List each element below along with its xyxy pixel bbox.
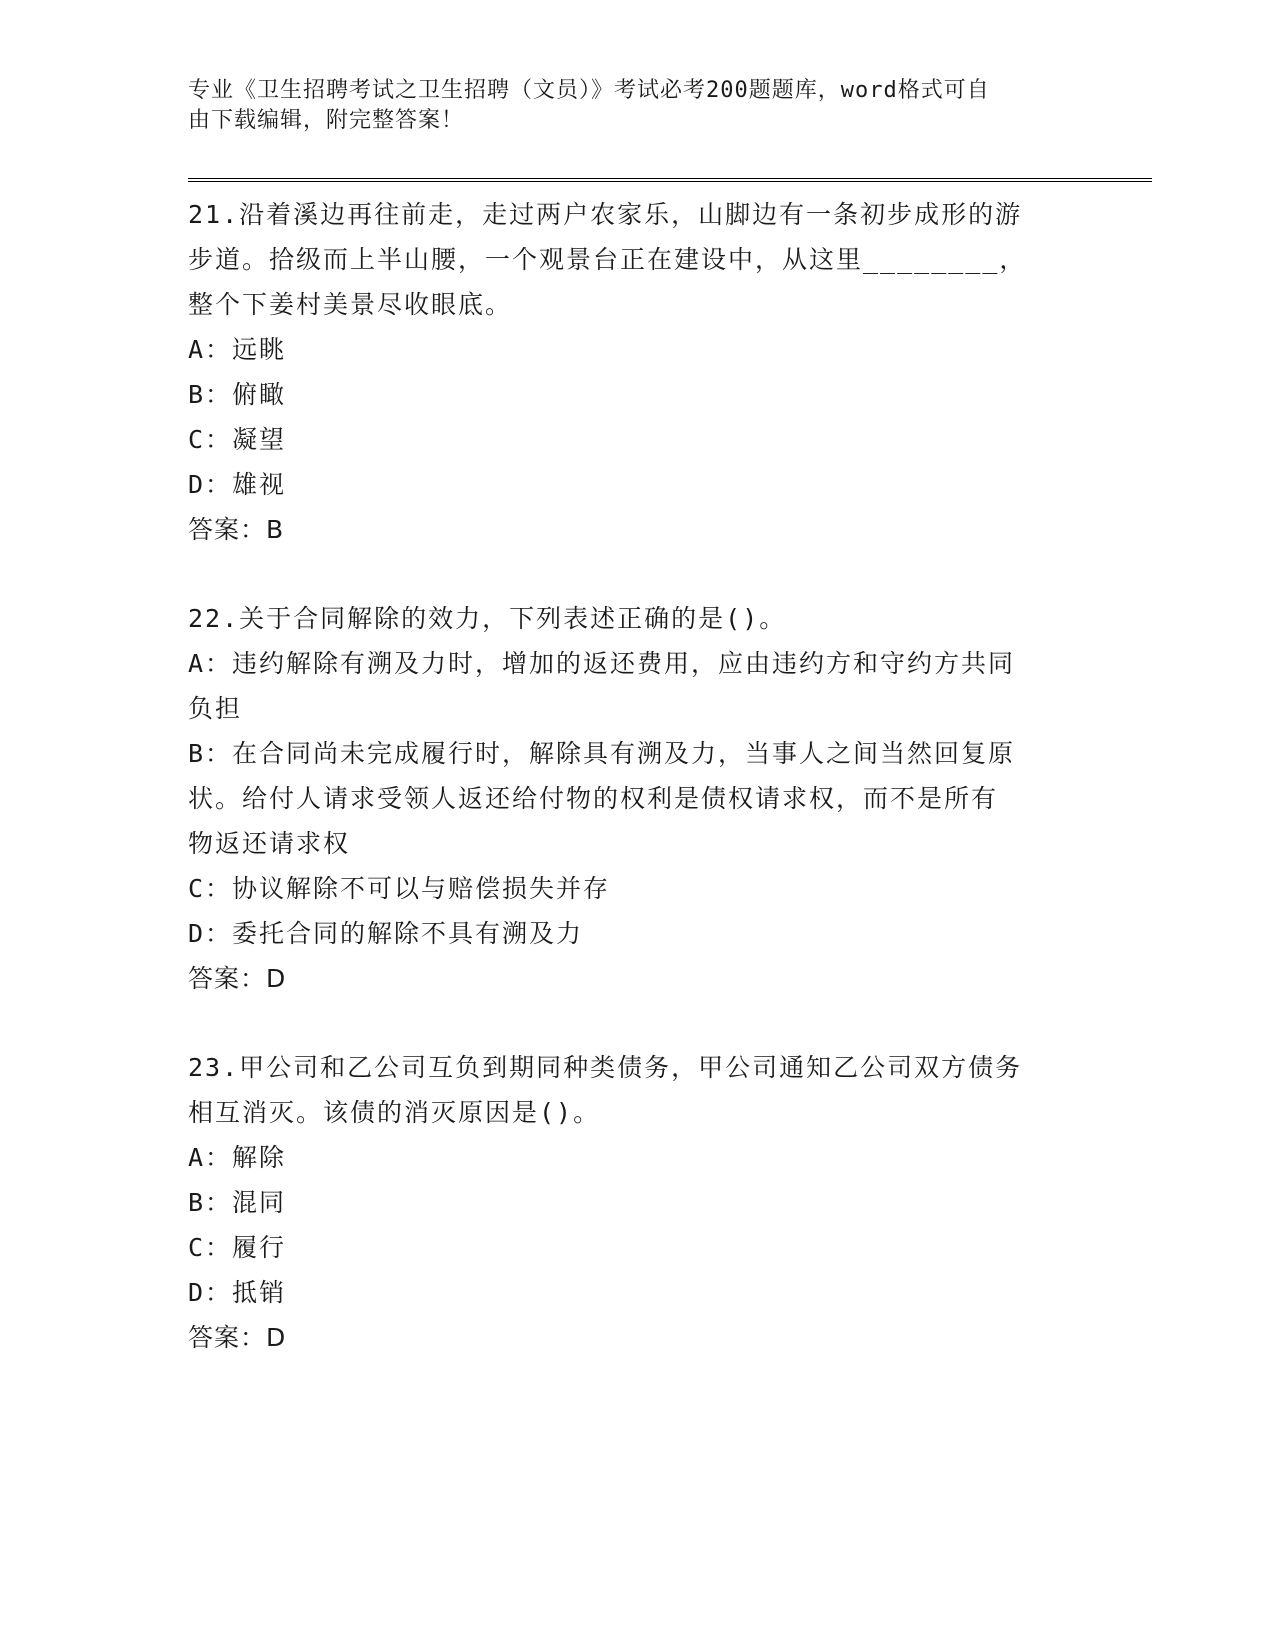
header-line: 由下载编辑，附完整答案！ xyxy=(188,108,465,133)
question-text xyxy=(188,596,1078,641)
option-line: B：俯瞰 xyxy=(188,380,287,409)
question-line: 22.关于合同解除的效力，下列表述正确的是()。 xyxy=(188,604,787,633)
header-line: 专业《卫生招聘考试之卫生招聘（文员）》考试必考200题题库，word格式可自 xyxy=(188,78,990,103)
question-line: 21.沿着溪边再往前走，走过两户农家乐，山脚边有一条初步成形的游 xyxy=(188,200,1023,229)
option-d xyxy=(188,1270,1078,1315)
answer: 答案：D xyxy=(188,964,287,993)
question-line: 相互消灭。该债的消灭原因是()。 xyxy=(188,1098,601,1127)
option-a xyxy=(188,327,1078,372)
question-text xyxy=(188,1045,1078,1135)
option-b xyxy=(188,731,1078,866)
option-line: A：远眺 xyxy=(188,335,287,364)
option-c xyxy=(188,866,1078,911)
option-line: A：违约解除有溯及力时，增加的返还费用，应由违约方和守约方共同 xyxy=(188,649,1016,678)
header-divider xyxy=(188,178,1152,182)
option-line: D：委托合同的解除不具有溯及力 xyxy=(188,919,584,948)
option-line: 负担 xyxy=(188,694,243,723)
option-line: D：抵销 xyxy=(188,1278,287,1307)
question-23 xyxy=(188,1045,1078,1360)
option-line: B：混同 xyxy=(188,1188,287,1217)
option-b xyxy=(188,372,1078,417)
question-list xyxy=(188,192,1078,1404)
question-text xyxy=(188,192,1078,327)
option-line: B：在合同尚未完成履行时，解除具有溯及力，当事人之间当然回复原 xyxy=(188,739,1016,768)
option-line: 物返还请求权 xyxy=(188,829,351,858)
option-line: D：雄视 xyxy=(188,470,287,499)
question-21 xyxy=(188,192,1078,552)
option-line: 状。给付人请求受领人返还给付物的权利是债权请求权，而不是所有 xyxy=(188,784,999,813)
question-line: 步道。拾级而上半山腰，一个观景台正在建设中，从这里________， xyxy=(188,245,1027,274)
question-line: 23.甲公司和乙公司互负到期同种类债务，甲公司通知乙公司双方债务 xyxy=(188,1053,1023,1082)
option-line: C：履行 xyxy=(188,1233,287,1262)
option-b xyxy=(188,1180,1078,1225)
document-header xyxy=(188,76,1068,136)
question-line: 整个下姜村美景尽收眼底。 xyxy=(188,290,513,319)
option-d xyxy=(188,911,1078,956)
answer: 答案：D xyxy=(188,1323,287,1352)
option-c xyxy=(188,1225,1078,1270)
option-line: A：解除 xyxy=(188,1143,287,1172)
question-22 xyxy=(188,596,1078,1001)
option-a xyxy=(188,1135,1078,1180)
option-line: C：凝望 xyxy=(188,425,287,454)
answer: 答案：B xyxy=(188,515,285,544)
option-d xyxy=(188,462,1078,507)
option-c xyxy=(188,417,1078,462)
option-a xyxy=(188,641,1078,731)
option-line: C：协议解除不可以与赔偿损失并存 xyxy=(188,874,611,903)
